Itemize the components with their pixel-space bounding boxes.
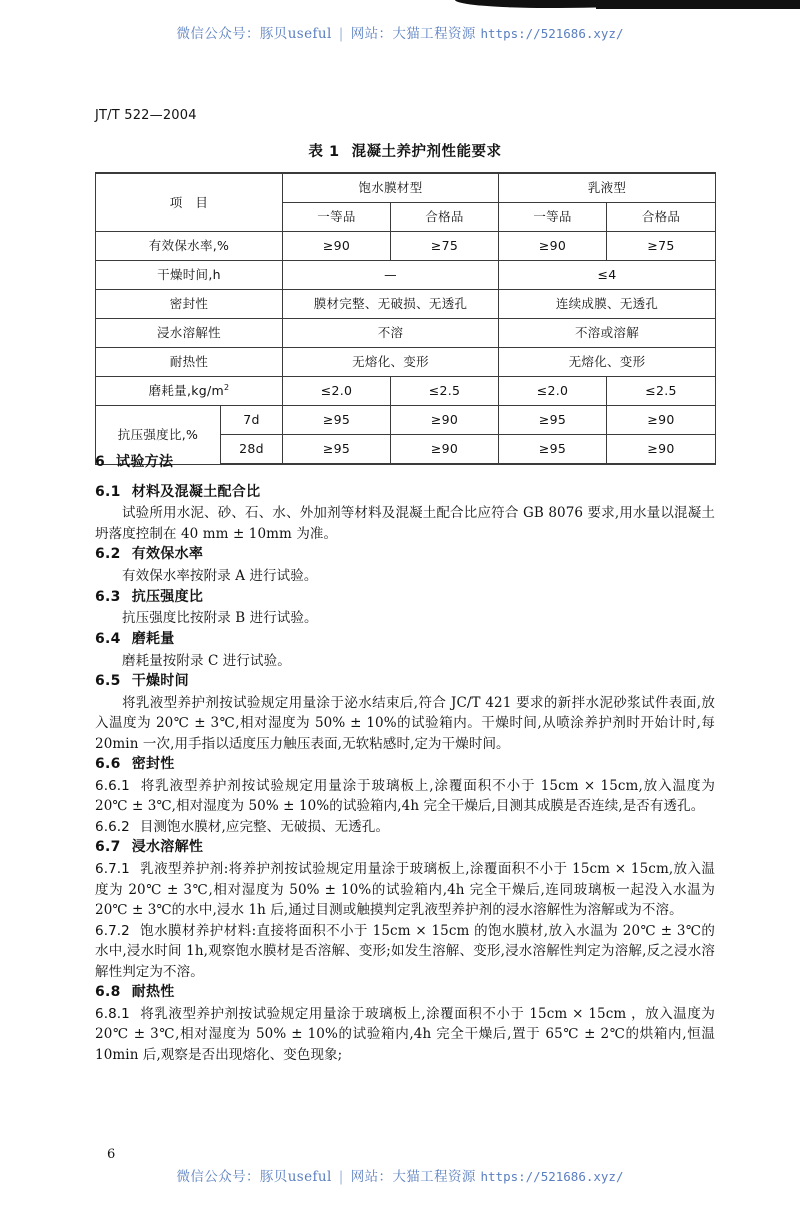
table-cell-value: ≤4 <box>499 261 716 290</box>
table-cell-value: 不溶 <box>283 319 499 348</box>
table-cell-value: ≥75 <box>607 232 716 261</box>
section-heading-6-7 <box>95 837 715 859</box>
clause-text: 乳液型养护剂:将养护剂按试验规定用量涂于玻璃板上,涂覆面积不小于 15cm × 15cm,放入温度为 20℃ ± 3℃,相对湿度为 50% ± 10%的试验箱内,4h 完全干燥后,连同玻璃板一起没入水温为 20℃ ± 3℃的水中,浸水 1h 后,通过目测或触摸判定乳液型养护剂的浸水溶解性为溶解或为不溶。 <box>95 861 715 919</box>
section-body-6-7-2 <box>95 921 715 983</box>
table-row <box>96 319 716 348</box>
table-cell-value: 膜材完整、无破损、无透孔 <box>283 290 499 319</box>
section-title: 密封性 <box>131 756 175 773</box>
table-cell-value: 无熔化、变形 <box>499 348 716 377</box>
section-heading-6-1 <box>95 482 715 504</box>
section-body-6-3: 抗压强度比按附录 B 进行试验。 <box>122 610 318 627</box>
section-number: 6.1 <box>95 483 121 500</box>
scan-blob <box>596 0 800 9</box>
watermark-separator: | <box>338 1169 344 1185</box>
table-row <box>96 261 716 290</box>
table-cell-item: 密封性 <box>96 290 283 319</box>
section-heading-6 <box>95 452 715 474</box>
section-body-6-8-1 <box>95 1004 715 1066</box>
section-heading-6-4 <box>95 629 715 651</box>
section-title: 试验方法 <box>116 454 174 470</box>
section-body-6-1: 试验所用水泥、砂、石、水、外加剂等材料及混凝土配合比应符合 GB 8076 要求,用水量以混凝土坍落度控制在 40 mm ± 10mm 为准。 <box>95 505 715 542</box>
table-caption <box>95 140 715 161</box>
watermark-wechat-label: 微信公众号：豚贝useful <box>176 26 332 42</box>
table-caption-title: 混凝土养护剂性能要求 <box>351 144 502 160</box>
clause-number: 6.6.2 <box>95 818 130 835</box>
table-cell-value: ≥95 <box>499 406 607 435</box>
section-body-6-5: 将乳液型养护剂按试验规定用量涂于泌水结束后,符合 JC/T 421 要求的新拌水泥砂浆试件表面,放入温度为 20℃ ± 3℃,相对湿度为 50% ± 10%的试验箱内。干燥时间,从喷涂养护剂时开始计时,每 20min 一次,用手指以适度压力触压表面,无软粘感时,定为干燥时间。 <box>95 694 715 752</box>
watermark-wechat-label: 微信公众号：豚贝useful <box>176 1169 332 1185</box>
clause-number: 6.7.2 <box>95 922 130 939</box>
table-cell-item: 干燥时间,h <box>96 261 283 290</box>
table-cell-value: ≥95 <box>283 406 391 435</box>
table-cell-value: ≥90 <box>391 435 499 465</box>
table-caption-number: 表 1 <box>308 144 340 160</box>
body-content <box>95 452 715 1066</box>
page-number: 6 <box>107 1147 116 1162</box>
clause-text: 饱水膜材养护材料:直接将面积不小于 15cm × 15cm 的饱水膜材,放入水温为 20℃ ± 3℃的水中,浸水时间 1h,观察饱水膜材是否溶解、变形;如发生溶解、变形,浸水溶解性判定为溶解,反之浸水溶解性判定为不溶。 <box>95 922 715 980</box>
standard-code: JT/T 522—2004 <box>95 108 197 123</box>
section-body-6-6-1 <box>95 776 715 817</box>
clause-number: 6.8.1 <box>95 1005 130 1022</box>
table-cell-value: ≥95 <box>283 435 391 465</box>
table-cell-value: ≥95 <box>499 435 607 465</box>
section-heading-6-6 <box>95 754 715 776</box>
table-row <box>96 377 716 406</box>
watermark-separator: | <box>338 26 344 42</box>
table-cell-value: ≥90 <box>499 232 607 261</box>
section-number: 6.4 <box>95 630 121 647</box>
table-row-group-header <box>96 173 716 203</box>
section-heading-6-5 <box>95 671 715 693</box>
table-header-grade-1: 合格品 <box>391 203 499 232</box>
section-heading-6-2 <box>95 544 715 566</box>
table-header-group-0: 饱水膜材型 <box>283 173 499 203</box>
section-number: 6 <box>95 454 106 470</box>
table-header-grade-0: 一等品 <box>283 203 391 232</box>
section-number: 6.7 <box>95 839 121 856</box>
table-cell-item: 有效保水率,% <box>96 232 283 261</box>
section-title: 磨耗量 <box>131 630 175 647</box>
table-cell-value: ≤2.0 <box>283 377 391 406</box>
table-cell-value: ≤2.0 <box>499 377 607 406</box>
section-heading-6-8 <box>95 982 715 1004</box>
table-row <box>96 348 716 377</box>
table-cell-value: ≤2.5 <box>607 377 716 406</box>
table-cell-value: ≥90 <box>391 406 499 435</box>
clause-text: 将乳液型养护剂按试验规定用量涂于玻璃板上,涂覆面积不小于 15cm × 15cm ，放入温度为 20℃ ± 3℃,相对湿度为 50% ± 10%的试验箱内,4h 完全干燥后,置于 65℃ ± 2℃的烘箱内,恒温 10min 后,观察是否出现熔化、变色现象; <box>95 1005 715 1063</box>
table-cell-value: 无熔化、变形 <box>283 348 499 377</box>
table-header-grade-2: 一等品 <box>499 203 607 232</box>
section-title: 干燥时间 <box>131 673 189 690</box>
table-cell-item <box>96 377 283 406</box>
table-cell-value: — <box>283 261 499 290</box>
section-number: 6.6 <box>95 756 121 773</box>
table-cell-age: 28d <box>221 435 283 465</box>
table-cell-value: 连续成膜、无透孔 <box>499 290 716 319</box>
watermark-bottom <box>0 1165 800 1185</box>
table-cell-item-superscript: 2 <box>224 383 230 393</box>
table-cell-item: 浸水溶解性 <box>96 319 283 348</box>
clause-text: 将乳液型养护剂按试验规定用量涂于玻璃板上,涂覆面积不小于 15cm × 15cm,放入温度为 20℃ ± 3℃,相对湿度为 50% ± 10%的试验箱内,4h 完全干燥后,目测其成膜是否连续,是否有透孔。 <box>95 777 715 815</box>
table-cell-value: ≤2.5 <box>391 377 499 406</box>
section-number: 6.5 <box>95 673 121 690</box>
section-number: 6.2 <box>95 546 121 563</box>
table-row <box>96 406 716 435</box>
clause-number: 6.6.1 <box>95 777 130 794</box>
section-body-6-6-2 <box>95 817 715 838</box>
watermark-site-label: 网站：大猫工程资源 <box>350 26 476 42</box>
table-cell-item: 耐热性 <box>96 348 283 377</box>
section-title: 浸水溶解性 <box>131 839 204 856</box>
table-cell-age: 7d <box>221 406 283 435</box>
table-cell-value: ≥90 <box>607 435 716 465</box>
section-heading-6-3 <box>95 587 715 609</box>
section-number: 6.8 <box>95 984 121 1001</box>
section-body-6-4: 磨耗量按附录 C 进行试验。 <box>122 652 291 669</box>
table-header-group-1: 乳液型 <box>499 173 716 203</box>
table-cell-value: ≥90 <box>607 406 716 435</box>
clause-text: 目测饱水膜材,应完整、无破损、无透孔。 <box>139 818 390 835</box>
table-cell-value: 不溶或溶解 <box>499 319 716 348</box>
table-row <box>96 290 716 319</box>
table-cell-item-label: 磨耗量,kg/m <box>148 383 225 399</box>
performance-requirements-table <box>95 172 716 465</box>
section-title: 材料及混凝土配合比 <box>131 483 261 500</box>
watermark-url: https://521686.xyz/ <box>480 1169 624 1184</box>
section-number: 6.3 <box>95 588 121 605</box>
scan-edge-artifact <box>0 0 800 13</box>
table-header-grade-3: 合格品 <box>607 203 716 232</box>
watermark-top <box>0 22 800 42</box>
scan-blob <box>455 0 685 8</box>
section-body-6-7-1 <box>95 859 715 921</box>
section-body-6-2: 有效保水率按附录 A 进行试验。 <box>122 568 318 585</box>
table-header-item: 项 目 <box>96 173 283 232</box>
section-title: 抗压强度比 <box>131 588 204 605</box>
watermark-site-label: 网站：大猫工程资源 <box>350 1169 476 1185</box>
table-row <box>96 232 716 261</box>
table-cell-item: 抗压强度比,% <box>96 406 221 465</box>
section-title: 有效保水率 <box>131 546 204 563</box>
table-cell-value: ≥90 <box>283 232 391 261</box>
scan-blob <box>680 0 800 9</box>
watermark-url: https://521686.xyz/ <box>480 26 624 41</box>
section-title: 耐热性 <box>131 984 175 1001</box>
table-cell-value: ≥75 <box>391 232 499 261</box>
clause-number: 6.7.1 <box>95 861 130 878</box>
